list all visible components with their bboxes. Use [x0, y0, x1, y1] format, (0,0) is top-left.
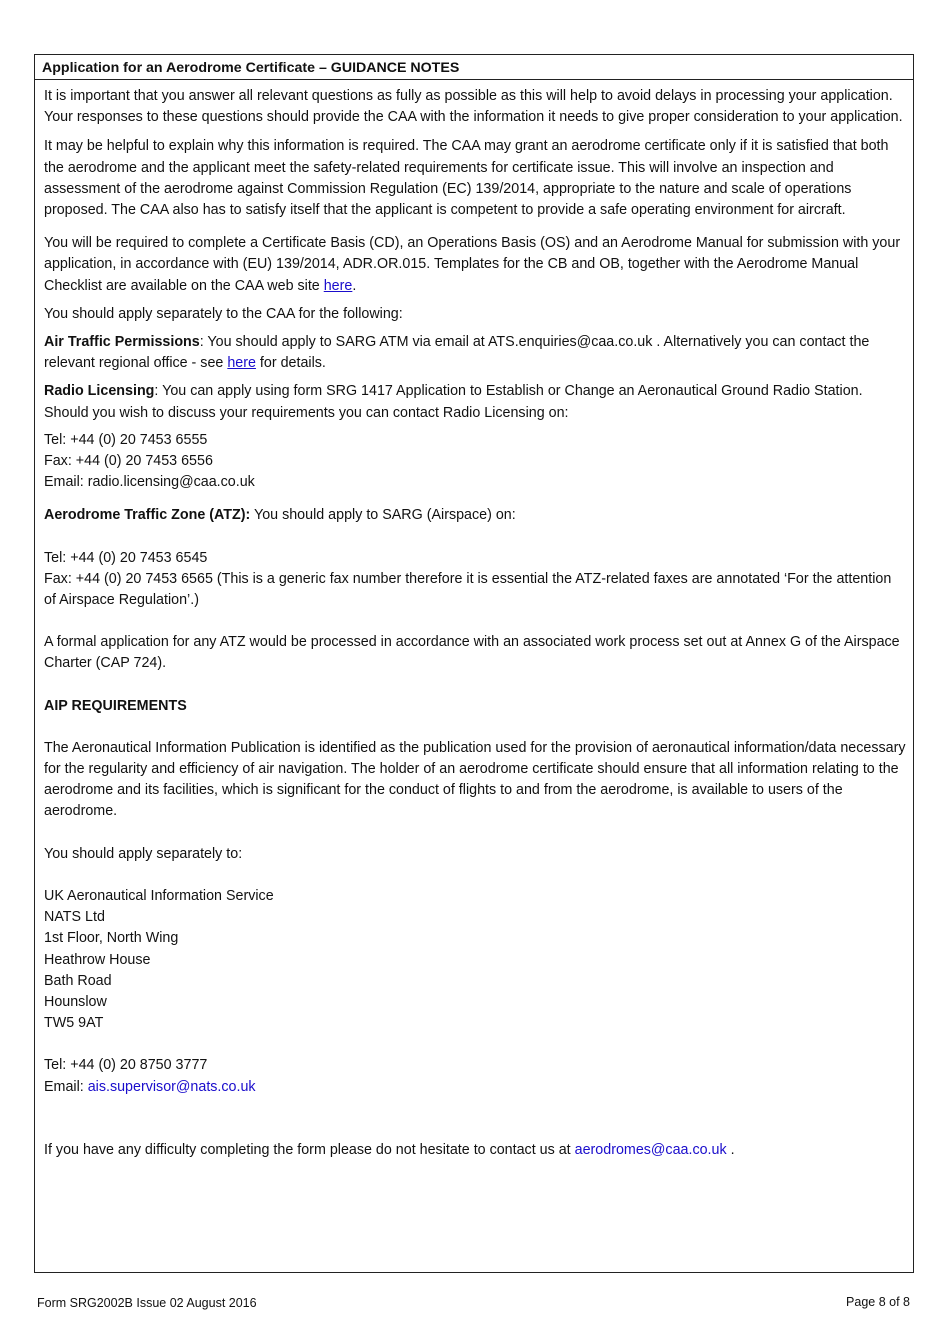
guidance-content [44, 86, 906, 1161]
aip-heading: AIP REQUIREMENTS [44, 697, 187, 714]
section-title: Application for an Aerodrome Certificate – GUIDANCE NOTES [35, 55, 913, 80]
regional-office-here-link[interactable]: here [227, 355, 256, 372]
aip-tel: Tel: +44 (0) 20 8750 3777 [44, 1057, 208, 1074]
spacer [44, 1034, 906, 1055]
air-traffic-permissions-end: for details. [255, 355, 326, 372]
atz-fax: Fax: +44 (0) 20 7453 6565 (This is a generic fax number therefore it is essential the ATZ-related faxes are annotated ‘For the attention of Airspace Regulation’.) [44, 570, 892, 609]
guidance-notes-box [34, 54, 914, 1273]
address-line: TW5 9AT [44, 1015, 104, 1032]
intro-paragraph-1: It is important that you answer all relevant questions as fully as possible as this will help to avoid delays in processing your application. Your responses to these questions should provide the CAA with the information it needs to give proper consideration to your application. [44, 88, 903, 126]
nats-address [44, 886, 906, 1034]
intro-paragraph-2: It may be helpful to explain why this information is required. The CAA may grant an aerodrome certificate only if it is satisfied that both the aerodrome and the applicant meet the safety-related requirements for certificate issue. This will involve an inspection and assessment of the aerodrome against Commission Regulation (EC) 139/2014, appropriate to the nature and scale of operations proposed. The CAA also has to satisfy itself that the applicant is competent to provide a safe operating environment for aircraft. [44, 138, 889, 219]
intro-paragraph-3 [44, 233, 906, 297]
aerodromes-email-link[interactable]: aerodromes@caa.co.uk [574, 1141, 727, 1158]
spacer [44, 1119, 906, 1140]
aip-paragraph: The Aeronautical Information Publication is identified as the publication used for the provision of aeronautical information/data necessary for the regularity and efficiency of air navigation. The holder of an aerodrome certificate should ensure that all information relating to the aerodrome and its facilities, which is significant for the conduct of flights to and from the aerodrome, is available to users of the aerodrome. [44, 739, 906, 820]
form-reference: Form SRG2002B Issue 02 August 2016 [37, 1296, 257, 1310]
spacer [44, 717, 906, 738]
intro-paragraph-3-text: You will be required to complete a Certificate Basis (CD), an Operations Basis (OS) and an Aerodrome Manual for submission with your application, in accordance with (EU) 139/2014, ADR.OR.015. Templates for the CB and OB, together with the Aerodrome Manual Checklist are available on the CAA web site [44, 235, 901, 294]
atz-formal-application: A formal application for any ATZ would be processed in accordance with an associated work process set out at Annex G of the Airspace Charter (CAP 724). [44, 634, 900, 672]
templates-here-link[interactable]: here [323, 277, 353, 294]
radio-email: Email: radio.licensing@caa.co.uk [44, 474, 255, 491]
contact-end: . [726, 1141, 735, 1158]
spacer [44, 675, 906, 696]
aip-email-line [44, 1077, 906, 1098]
spacer [44, 823, 906, 844]
contact-paragraph [44, 1140, 906, 1161]
atz-tel: Tel: +44 (0) 20 7453 6545 [44, 549, 208, 566]
aip-apply-text: You should apply separately to: [44, 845, 243, 862]
aip-email-label: Email: [44, 1078, 88, 1095]
address-line: Hounslow [44, 993, 107, 1010]
air-traffic-permissions-paragraph [44, 332, 906, 374]
address-line: UK Aeronautical Information Service [44, 887, 274, 904]
apply-separately-text: You should apply separately to the CAA for the following: [44, 305, 403, 322]
spacer [44, 527, 906, 548]
address-line: 1st Floor, North Wing [44, 930, 179, 947]
atz-paragraph [44, 505, 906, 526]
intro-paragraph-3-end: . [352, 277, 357, 294]
contact-text: If you have any difficulty completing the form please do not hesitate to contact us at [44, 1141, 575, 1158]
address-line: Bath Road [44, 972, 112, 989]
spacer [44, 611, 906, 632]
address-line: NATS Ltd [44, 909, 105, 926]
radio-fax: Fax: +44 (0) 20 7453 6556 [44, 453, 213, 470]
air-traffic-permissions-text: : You should apply to SARG ATM via email at ATS.enquiries@caa.co.uk . Alternatively you can contact the relevant regional office - see [44, 334, 870, 372]
atz-label: Aerodrome Traffic Zone (ATZ): [44, 507, 251, 524]
spacer [44, 1098, 906, 1119]
radio-licensing-text: : You can apply using form SRG 1417 Application to Establish or Change an Aeronautical Ground Radio Station. Should you wish to discuss your requirements you can contact Radio Licensing on: [44, 383, 863, 421]
ais-supervisor-email-link[interactable]: ais.supervisor@nats.co.uk [87, 1078, 256, 1095]
atz-text: You should apply to SARG (Airspace) on: [250, 507, 516, 524]
spacer [44, 865, 906, 886]
air-traffic-permissions-label: Air Traffic Permissions [44, 334, 200, 351]
address-line: Heathrow House [44, 951, 151, 968]
radio-licensing-label: Radio Licensing [44, 383, 155, 400]
page-number: Page 8 of 8 [846, 1295, 910, 1309]
radio-licensing-paragraph [44, 381, 906, 423]
radio-tel: Tel: +44 (0) 20 7453 6555 [44, 431, 208, 448]
